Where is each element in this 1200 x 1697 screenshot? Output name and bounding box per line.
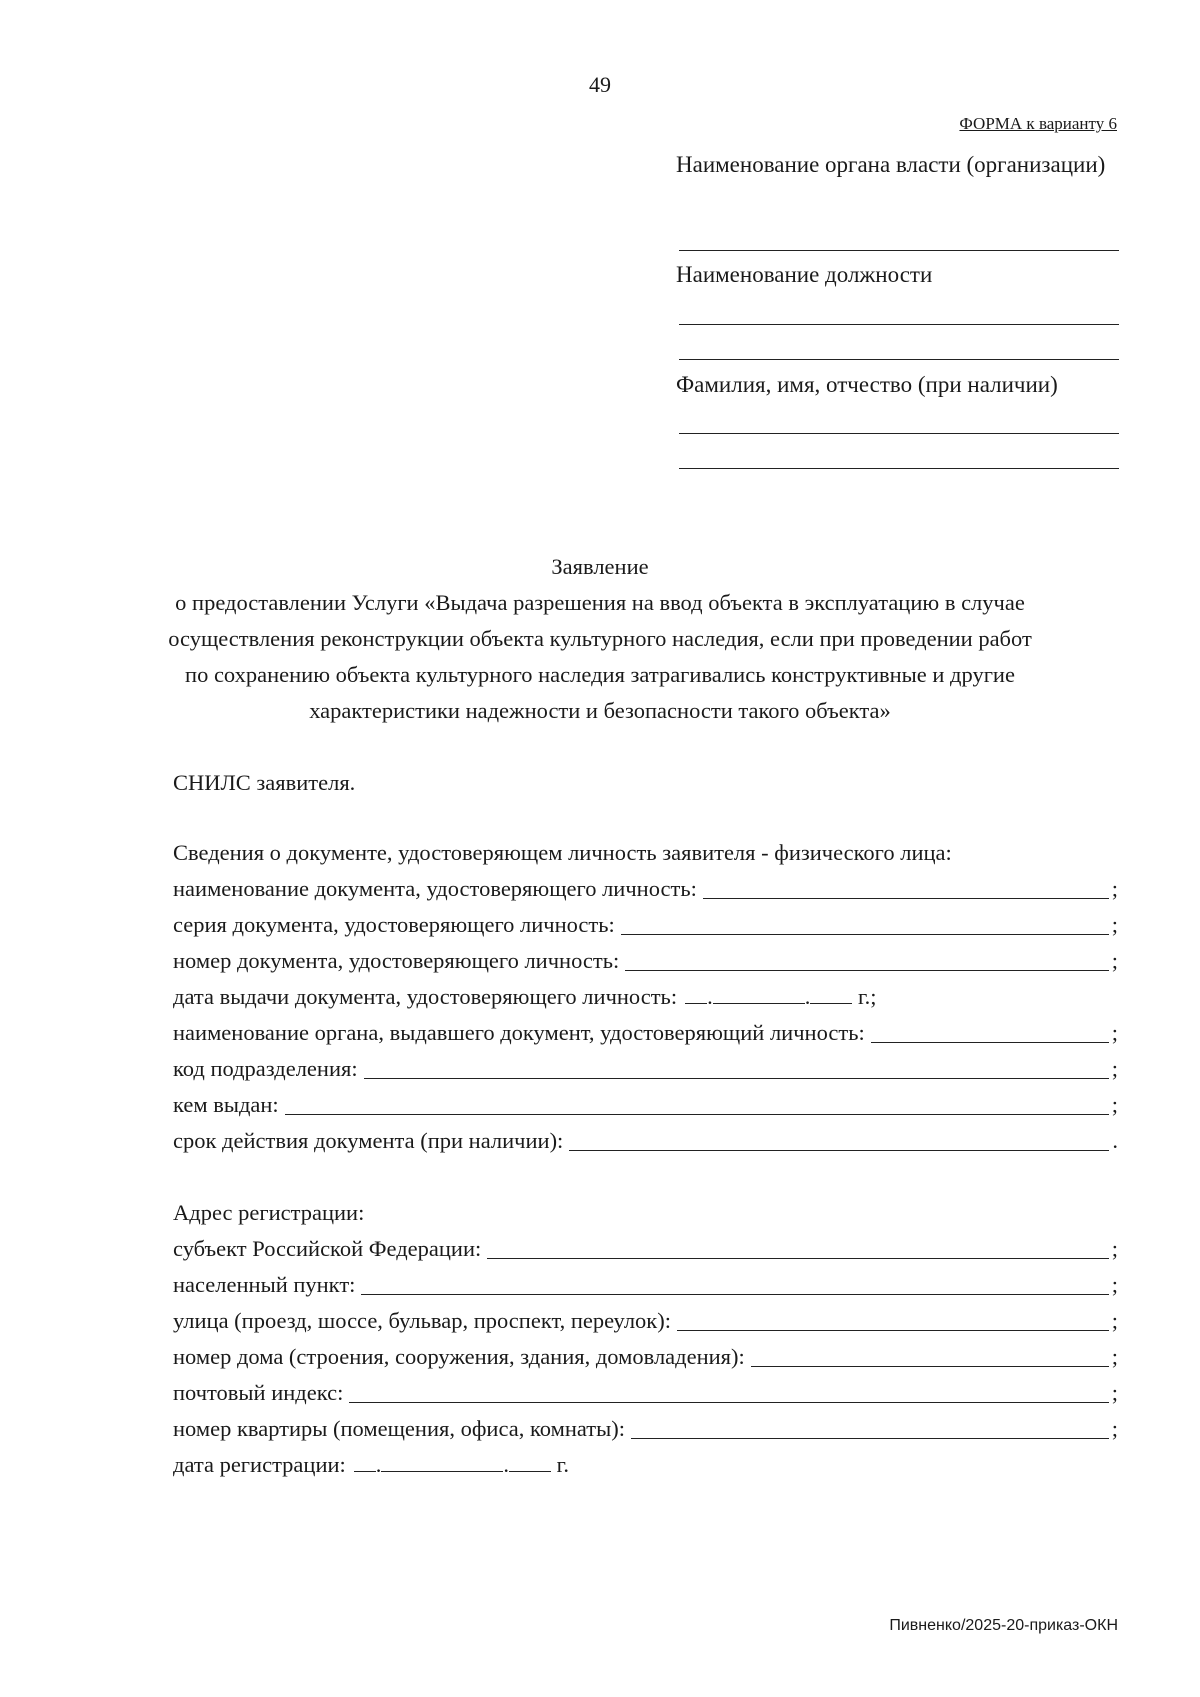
addressee-position-line-2[interactable] xyxy=(679,359,1119,360)
reg-date-label: дата регистрации: xyxy=(173,1452,346,1477)
issue-date-dot-2: . xyxy=(804,984,811,1009)
title-line-3: по сохранению объекта культурного наследия затрагивались конструктивные и другие xyxy=(185,662,1015,687)
doc-name-field[interactable] xyxy=(703,897,1109,899)
house-field[interactable] xyxy=(751,1365,1109,1367)
issuer-name-label: наименование органа, выдавшего документ, удостоверяющий личность: xyxy=(173,1020,865,1045)
issue-day-field[interactable] xyxy=(685,983,707,1004)
house-label: номер дома (строения, сооружения, здания, домовладения): xyxy=(173,1344,745,1369)
locality-field[interactable] xyxy=(361,1293,1108,1295)
series-end: ; xyxy=(1111,912,1118,937)
title-line-2: осуществления реконструкции объекта культурного наследия, если при проведении работ xyxy=(168,626,1032,651)
postal-label: почтовый индекс: xyxy=(173,1380,344,1405)
validity-label: срок действия документа (при наличии): xyxy=(173,1128,564,1153)
addressee-position-line-1[interactable] xyxy=(679,324,1119,325)
series-field[interactable] xyxy=(621,933,1109,935)
addressee-name-line-2[interactable] xyxy=(679,468,1119,469)
issue-date-suffix: г.; xyxy=(857,984,877,1009)
validity-end: . xyxy=(1112,1128,1118,1153)
reg-month-field[interactable] xyxy=(381,1451,503,1472)
issue-date-label: дата выдачи документа, удостоверяющего личность: xyxy=(173,984,678,1009)
number-row xyxy=(173,946,1118,976)
identity-heading: Сведения о документе, удостоверяющем личность заявителя - физического лица: xyxy=(173,840,952,865)
postal-row xyxy=(173,1378,1118,1408)
snils-label: СНИЛС заявителя. xyxy=(173,770,356,795)
unit-code-end: ; xyxy=(1111,1056,1118,1081)
doc-name-label: наименование документа, удостоверяющего личность: xyxy=(173,876,697,901)
apartment-end: ; xyxy=(1111,1416,1118,1441)
reg-date-dot-1: . xyxy=(375,1452,382,1477)
apartment-field[interactable] xyxy=(631,1437,1109,1439)
series-label: серия документа, удостоверяющего личность: xyxy=(173,912,615,937)
issuer-name-row xyxy=(173,1018,1118,1048)
document-title: Заявление xyxy=(551,554,649,579)
issue-date-dot-1: . xyxy=(707,984,713,1009)
reg-date-row xyxy=(173,1450,1118,1480)
unit-code-row xyxy=(173,1054,1118,1084)
street-end: ; xyxy=(1111,1308,1118,1333)
street-field[interactable] xyxy=(677,1329,1109,1331)
validity-row xyxy=(173,1126,1118,1156)
issuer-name-field[interactable] xyxy=(871,1041,1109,1043)
region-label: субъект Российской Федерации: xyxy=(173,1236,482,1261)
locality-label: населенный пункт: xyxy=(173,1272,356,1297)
house-end: ; xyxy=(1111,1344,1118,1369)
reg-year-field[interactable] xyxy=(509,1451,551,1472)
locality-end: ; xyxy=(1111,1272,1118,1297)
reg-date-dot-2: . xyxy=(503,1452,510,1477)
postal-field[interactable] xyxy=(349,1401,1108,1403)
issued-by-end: ; xyxy=(1111,1092,1118,1117)
unit-code-field[interactable] xyxy=(364,1077,1109,1079)
number-end: ; xyxy=(1111,948,1118,973)
number-field[interactable] xyxy=(625,969,1109,971)
region-field[interactable] xyxy=(487,1257,1108,1259)
unit-code-label: код подразделения: xyxy=(173,1056,358,1081)
address-heading: Адрес регистрации: xyxy=(173,1200,365,1225)
form-tag: ФОРМА к варианту 6 xyxy=(959,114,1117,133)
region-row xyxy=(173,1234,1118,1264)
apartment-label: номер квартиры (помещения, офиса, комнаты): xyxy=(173,1416,625,1441)
page-number: 49 xyxy=(589,72,611,97)
doc-name-row xyxy=(173,874,1118,904)
doc-name-end: ; xyxy=(1111,876,1118,901)
apartment-row xyxy=(173,1414,1118,1444)
number-label: номер документа, удостоверяющего личность: xyxy=(173,948,620,973)
snils-line xyxy=(173,768,1118,798)
locality-row xyxy=(173,1270,1118,1300)
postal-end: ; xyxy=(1111,1380,1118,1405)
addressee-name-line-1[interactable] xyxy=(679,433,1119,434)
addressee-name-label: Фамилия, имя, отчество (при наличии) xyxy=(676,372,1058,397)
identity-heading-row xyxy=(173,838,1118,868)
address-heading-row xyxy=(173,1198,1118,1228)
addressee-org-line[interactable] xyxy=(679,250,1119,251)
region-end: ; xyxy=(1111,1236,1118,1261)
reg-date-fields xyxy=(354,1450,569,1480)
issue-date-fields xyxy=(685,982,876,1012)
street-label: улица (проезд, шоссе, бульвар, проспект, переулок): xyxy=(173,1308,671,1333)
addressee-position-label: Наименование должности xyxy=(676,262,933,287)
title-line-4: характеристики надежности и безопасности такого объекта» xyxy=(309,698,891,723)
street-row xyxy=(173,1306,1118,1336)
house-row xyxy=(173,1342,1118,1372)
addressee-org-label: Наименование органа власти (организации) xyxy=(676,152,1106,177)
issue-month-field[interactable] xyxy=(713,983,805,1004)
footer-doc-id: Пивненко/2025-20-приказ-ОКН xyxy=(889,1617,1118,1634)
issuer-name-end: ; xyxy=(1111,1020,1118,1045)
issued-by-label: кем выдан: xyxy=(173,1092,279,1117)
reg-date-suffix: г. xyxy=(556,1452,569,1477)
title-line-1: о предоставлении Услуги «Выдача разрешения на ввод объекта в эксплуатацию в случае xyxy=(175,590,1025,615)
validity-field[interactable] xyxy=(569,1149,1109,1151)
series-row xyxy=(173,910,1118,940)
issued-by-field[interactable] xyxy=(285,1113,1109,1115)
issued-by-row xyxy=(173,1090,1118,1120)
issue-date-row xyxy=(173,982,1118,1012)
reg-day-field[interactable] xyxy=(354,1451,376,1472)
issue-year-field[interactable] xyxy=(810,983,852,1004)
